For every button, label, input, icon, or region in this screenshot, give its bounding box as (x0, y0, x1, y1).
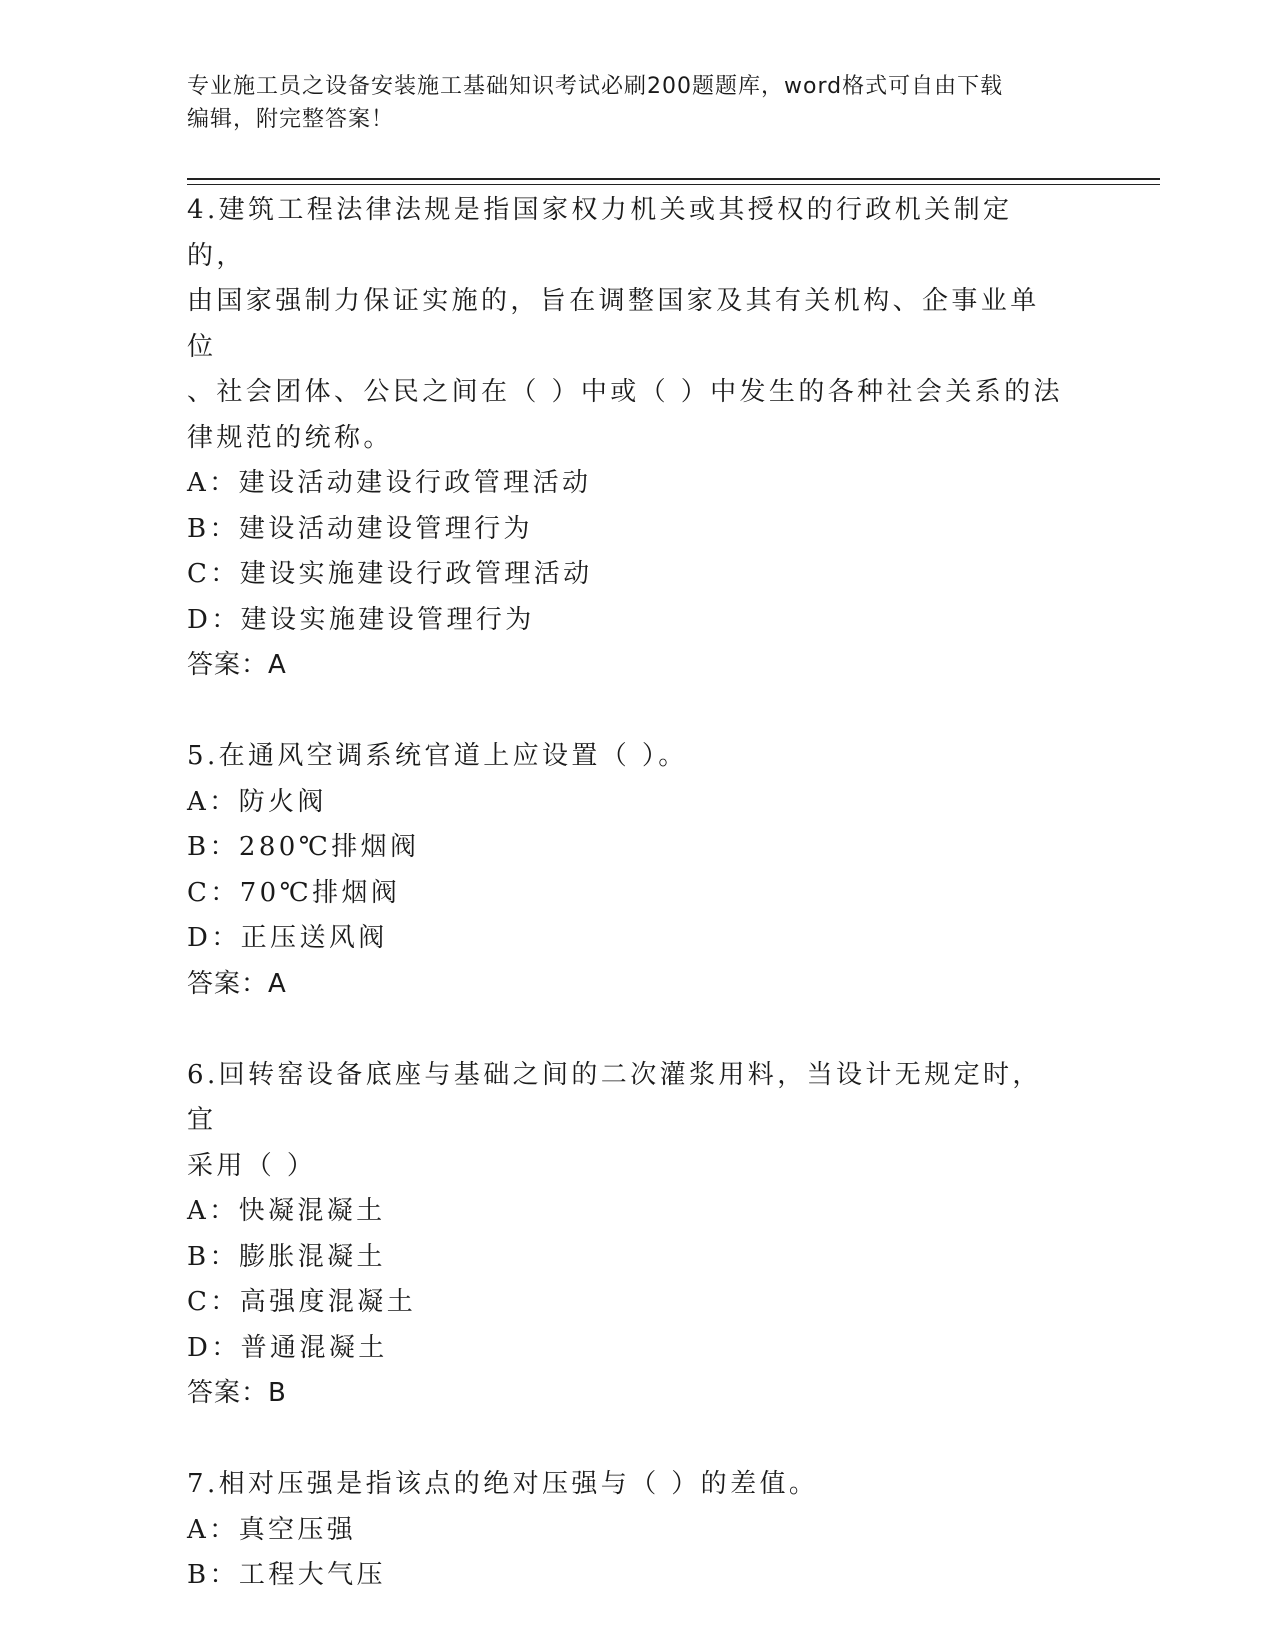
answer-label: 答案：A (187, 968, 287, 999)
question-text-line: 6.回转窑设备底座与基础之间的二次灌浆用料，当设计无规定时，宜 (187, 1059, 1042, 1135)
question-text (187, 1053, 1067, 1190)
header-divider-thin (187, 184, 1160, 185)
option-b: B：工程大气压 (187, 1560, 386, 1590)
answer-label: 答案：A (187, 650, 287, 680)
question-text-line: 5.在通风空调系统官道上应设置（ ）。 (187, 741, 688, 771)
question-6 (187, 1053, 1067, 1417)
question-text (187, 1462, 1067, 1508)
answer-label: 答案：B (187, 1378, 287, 1408)
option-b: B：280℃排烟阀 (187, 832, 420, 862)
question-4 (187, 188, 1067, 689)
question-spacer (187, 689, 1067, 735)
header-line-1: 专业施工员之设备安装施工基础知识考试必刷200题题库，word格式可自由下载 (187, 74, 1004, 99)
question-spacer (187, 1007, 1067, 1053)
question-text-line: 律规范的统称。 (187, 422, 393, 453)
question-7 (187, 1462, 1067, 1599)
question-text (187, 188, 1067, 461)
option-b: B：膨胀混凝土 (187, 1241, 386, 1272)
document-header (187, 70, 1087, 136)
question-text-line: 7.相对压强是指该点的绝对压强与（ ）的差值。 (187, 1469, 819, 1499)
option-a: A：快凝混凝土 (187, 1196, 386, 1226)
question-text-line: 由国家强制力保证实施的，旨在调整国家及其有关机构、企事业单位 (187, 286, 1040, 362)
option-a: A：真空压强 (187, 1514, 357, 1545)
option-d: D：建设实施建设管理行为 (187, 604, 535, 635)
header-line-2: 编辑，附完整答案！ (187, 107, 395, 132)
question-list (187, 188, 1067, 1599)
option-c: C：70℃排烟阀 (187, 877, 401, 908)
question-text-line: 4.建筑工程法律法规是指国家权力机关或其授权的行政机关制定的， (187, 195, 1013, 271)
question-spacer (187, 1417, 1067, 1463)
option-d: D：正压送风阀 (187, 923, 388, 953)
option-c: C：高强度混凝土 (187, 1287, 417, 1317)
header-divider-thick (187, 178, 1160, 180)
question-text-line: 、社会团体、公民之间在（ ）中或（ ）中发生的各种社会关系的法 (187, 377, 1063, 407)
option-a: A：建设活动建设行政管理活动 (187, 468, 592, 498)
option-c: C：建设实施建设行政管理活动 (187, 559, 593, 589)
option-a: A：防火阀 (187, 786, 327, 817)
option-d: D：普通混凝土 (187, 1332, 388, 1363)
question-text (187, 734, 1067, 780)
option-b: B：建设活动建设管理行为 (187, 513, 533, 544)
question-5 (187, 734, 1067, 1007)
question-text-line: 采用（ ） (187, 1150, 317, 1181)
